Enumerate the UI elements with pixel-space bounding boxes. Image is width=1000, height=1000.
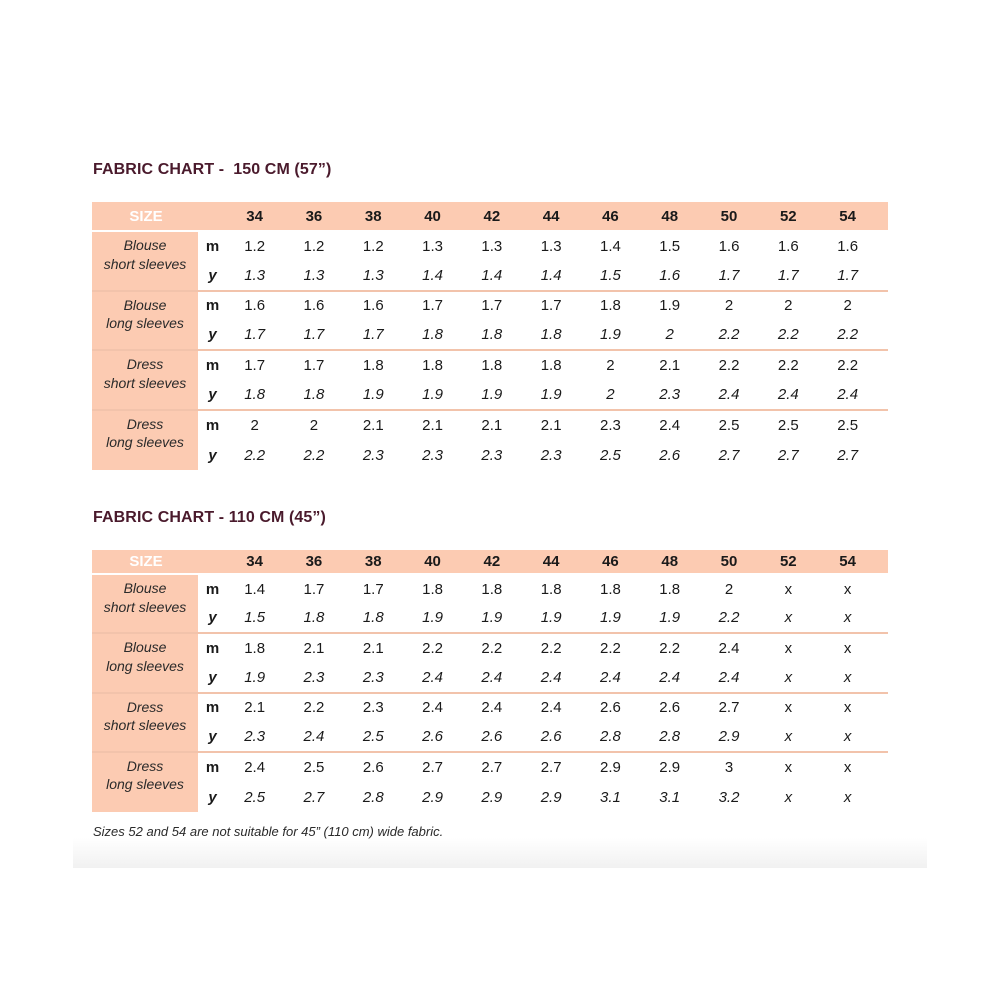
fabric-amount-cell: 1.9 bbox=[600, 609, 621, 627]
fabric-amount-cell: 1.8 bbox=[422, 356, 443, 374]
fabric-amount-cell: 3.2 bbox=[718, 788, 740, 806]
unit-label-m: m bbox=[205, 356, 220, 374]
fabric-amount-cell: 1.4 bbox=[481, 266, 503, 284]
fabric-amount-cell: 1.9 bbox=[600, 326, 621, 344]
fabric-amount-cell: 2.1 bbox=[362, 640, 384, 658]
fabric-amount-cell: 1.3 bbox=[362, 266, 384, 284]
fabric-amount-cell: 2 bbox=[606, 356, 615, 374]
fabric-amount-cell: 2.1 bbox=[481, 416, 503, 434]
fabric-table-110cm bbox=[92, 550, 888, 812]
meters-row bbox=[200, 575, 888, 604]
garment-label-line: Blouse bbox=[123, 237, 167, 253]
fabric-amount-cell: 1.8 bbox=[362, 356, 384, 374]
fabric-amount-cell: 1.9 bbox=[244, 668, 266, 686]
garment-label bbox=[92, 634, 200, 691]
fabric-amount-cell: 2.5 bbox=[600, 446, 621, 464]
fabric-amount-cell: 1.7 bbox=[837, 266, 859, 284]
fabric-amount-cell: 2.6 bbox=[600, 699, 621, 717]
unit-label-y: y bbox=[208, 668, 217, 686]
unit-label-m: m bbox=[205, 237, 220, 255]
fabric-amount-cell: 2.9 bbox=[718, 728, 740, 746]
fabric-amount-cell: 2.7 bbox=[837, 446, 859, 464]
size-column-header: 54 bbox=[839, 553, 856, 570]
fabric-amount-cell: 2.7 bbox=[540, 759, 562, 777]
fabric-amount-cell: 2.3 bbox=[659, 385, 681, 403]
fabric-amount-cell: 1.6 bbox=[777, 237, 799, 255]
fabric-amount-cell: 2.3 bbox=[422, 446, 443, 464]
fabric-amount-cell: x bbox=[843, 668, 852, 686]
unit-label-y: y bbox=[208, 266, 217, 284]
fabric-amount-cell: 2.9 bbox=[481, 788, 503, 806]
garment-label bbox=[92, 411, 200, 471]
fabric-amount-cell: 2.2 bbox=[777, 356, 799, 374]
fabric-amount-cell: 2.2 bbox=[777, 326, 799, 344]
fabric-amount-cell: 1.8 bbox=[303, 385, 325, 403]
fabric-amount-cell: 2.5 bbox=[837, 416, 859, 434]
yards-row bbox=[200, 320, 888, 349]
size-label: SIZE bbox=[129, 553, 163, 570]
fabric-amount-cell: x bbox=[784, 580, 793, 598]
fabric-amount-cell: 1.6 bbox=[718, 237, 740, 255]
fabric-amount-cell: 2.9 bbox=[422, 788, 443, 806]
fabric-amount-cell: 2.8 bbox=[600, 728, 621, 746]
fabric-amount-cell: 2.4 bbox=[659, 668, 681, 686]
chart-title-150cm: FABRIC CHART - 150 CM (57”) bbox=[93, 161, 332, 178]
yards-row bbox=[200, 261, 888, 290]
fabric-amount-cell: 1.8 bbox=[659, 580, 681, 598]
fabric-amount-cell: 2.1 bbox=[303, 640, 325, 658]
size-column-header: 38 bbox=[364, 207, 382, 225]
size-column-header: 50 bbox=[720, 207, 738, 225]
fabric-amount-cell: 2 bbox=[724, 580, 734, 598]
fabric-amount-cell: x bbox=[843, 728, 852, 746]
garment-rows bbox=[200, 634, 888, 691]
fabric-amount-cell: 2.4 bbox=[718, 640, 740, 658]
garment-label-line: Blouse bbox=[123, 639, 167, 656]
garment-label bbox=[92, 292, 200, 350]
garment-label bbox=[92, 351, 200, 409]
fabric-amount-cell: 1.8 bbox=[244, 385, 266, 403]
yards-row bbox=[200, 380, 888, 409]
fabric-amount-cell: x bbox=[784, 728, 793, 746]
garment-label-line: Dress bbox=[126, 757, 164, 774]
fabric-amount-cell: 1.8 bbox=[481, 356, 503, 374]
fabric-amount-cell: 2.2 bbox=[718, 356, 740, 374]
fabric-amount-cell: 2.2 bbox=[481, 640, 503, 658]
fabric-amount-cell: 1.8 bbox=[303, 609, 325, 627]
fabric-amount-cell: 2.4 bbox=[718, 385, 740, 403]
fabric-amount-cell: x bbox=[843, 609, 852, 627]
fabric-amount-cell: 1.8 bbox=[244, 640, 266, 658]
yards-row bbox=[200, 604, 888, 633]
fabric-amount-cell: 1.6 bbox=[244, 297, 266, 315]
size-column-header: 40 bbox=[424, 207, 441, 225]
fabric-amount-cell: 1.6 bbox=[837, 237, 859, 255]
unit-label-m: m bbox=[205, 580, 220, 598]
fabric-amount-cell: 2.3 bbox=[362, 699, 384, 717]
garment-label-line: long sleeves bbox=[106, 657, 184, 674]
fabric-amount-cell: 1.8 bbox=[481, 580, 503, 598]
size-column-header: 42 bbox=[483, 207, 501, 225]
garment-label-line: short sleeves bbox=[103, 717, 187, 734]
size-column-header: 44 bbox=[542, 553, 560, 570]
fabric-amount-cell: 2.4 bbox=[422, 699, 443, 717]
garment-group bbox=[92, 351, 888, 411]
fabric-amount-cell: 2.4 bbox=[244, 759, 266, 777]
fabric-amount-cell: x bbox=[843, 759, 852, 777]
fabric-amount-cell: 2.3 bbox=[303, 668, 325, 686]
unit-label-y: y bbox=[208, 446, 217, 464]
fabric-amount-cell: 2.4 bbox=[481, 699, 503, 717]
garment-rows bbox=[200, 753, 888, 812]
fabric-amount-cell: 2.6 bbox=[659, 446, 681, 464]
fabric-amount-cell: x bbox=[784, 759, 793, 777]
yards-row bbox=[200, 722, 888, 751]
meters-row bbox=[200, 351, 888, 380]
fabric-amount-cell: 2 bbox=[250, 416, 259, 434]
fabric-amount-cell: 2.3 bbox=[244, 728, 266, 746]
fabric-amount-cell: 2.7 bbox=[303, 788, 325, 806]
garment-group bbox=[92, 292, 888, 352]
fabric-amount-cell: 2.3 bbox=[540, 446, 562, 464]
garment-rows bbox=[200, 411, 888, 471]
garment-label-line: short sleeves bbox=[103, 598, 187, 615]
fabric-amount-cell: 2.2 bbox=[303, 699, 325, 717]
fabric-amount-cell: 2.4 bbox=[481, 668, 503, 686]
fabric-amount-cell: 3.1 bbox=[600, 788, 621, 806]
fabric-amount-cell: 1.7 bbox=[540, 297, 562, 315]
fabric-amount-cell: 3 bbox=[724, 759, 734, 777]
fabric-amount-cell: 1.4 bbox=[422, 266, 443, 284]
fabric-amount-cell: 1.3 bbox=[422, 237, 443, 255]
fabric-amount-cell: 2.2 bbox=[718, 326, 740, 344]
size-column-header: 36 bbox=[305, 207, 323, 225]
fabric-amount-cell: 1.8 bbox=[540, 326, 562, 344]
fabric-amount-cell: 1.7 bbox=[718, 266, 740, 284]
page-edge-shadow bbox=[73, 838, 927, 868]
meters-row bbox=[200, 411, 888, 441]
fabric-amount-cell: 1.7 bbox=[777, 266, 799, 284]
fabric-amount-cell: 2.5 bbox=[244, 788, 266, 806]
fabric-amount-cell: x bbox=[843, 640, 852, 658]
fabric-amount-cell: 1.7 bbox=[244, 326, 266, 344]
unit-label-m: m bbox=[205, 297, 220, 315]
fabric-amount-cell: x bbox=[784, 609, 793, 627]
fabric-amount-cell: 2.4 bbox=[659, 416, 681, 434]
garment-label-line: Dress bbox=[126, 698, 164, 715]
fabric-amount-cell: 1.8 bbox=[600, 580, 621, 598]
yards-row bbox=[200, 663, 888, 692]
garment-label-line: Dress bbox=[126, 356, 164, 372]
garment-rows bbox=[200, 292, 888, 350]
chart-title-110cm: FABRIC CHART - 110 CM (45”) bbox=[93, 509, 326, 526]
fabric-amount-cell: 1.6 bbox=[303, 297, 325, 315]
fabric-amount-cell: 1.3 bbox=[481, 237, 503, 255]
fabric-amount-cell: x bbox=[843, 580, 852, 598]
fabric-amount-cell: 1.5 bbox=[600, 266, 621, 284]
garment-label bbox=[92, 753, 200, 812]
fabric-amount-cell: 2.5 bbox=[362, 728, 384, 746]
garment-label-line: long sleeves bbox=[106, 434, 184, 450]
fabric-amount-cell: 2.2 bbox=[837, 326, 859, 344]
garment-group bbox=[92, 694, 888, 753]
fabric-amount-cell: 2.4 bbox=[540, 668, 562, 686]
size-column-header: 42 bbox=[483, 553, 501, 570]
fabric-amount-cell: 2.7 bbox=[481, 759, 503, 777]
meters-row bbox=[200, 292, 888, 321]
fabric-amount-cell: 2.6 bbox=[540, 728, 562, 746]
unit-label-m: m bbox=[205, 699, 220, 717]
garment-group bbox=[92, 411, 888, 471]
garment-label-line: long sleeves bbox=[106, 776, 184, 793]
fabric-amount-cell: 1.9 bbox=[481, 385, 503, 403]
fabric-amount-cell: 1.9 bbox=[540, 385, 562, 403]
fabric-amount-cell: x bbox=[843, 699, 852, 717]
garment-rows bbox=[200, 694, 888, 751]
fabric-amount-cell: 2.2 bbox=[718, 609, 740, 627]
fabric-amount-cell: 2.3 bbox=[600, 416, 621, 434]
yards-row bbox=[200, 440, 888, 470]
fabric-table-150cm bbox=[92, 202, 888, 470]
unit-label-m: m bbox=[205, 640, 220, 658]
fabric-amount-cell: 2.4 bbox=[422, 668, 443, 686]
fabric-amount-cell: 2.1 bbox=[244, 699, 266, 717]
fabric-amount-cell: 1.6 bbox=[362, 297, 384, 315]
footnote: Sizes 52 and 54 are not suitable for 45” (110 cm) wide fabric. bbox=[93, 824, 444, 839]
size-column-header: 48 bbox=[661, 207, 679, 225]
garment-group bbox=[92, 232, 888, 292]
size-column-header: 52 bbox=[779, 553, 797, 570]
fabric-amount-cell: 1.7 bbox=[303, 580, 325, 598]
garment-label bbox=[92, 575, 200, 632]
fabric-amount-cell: 1.9 bbox=[362, 385, 384, 403]
garment-label bbox=[92, 232, 200, 290]
fabric-amount-cell: 2.7 bbox=[777, 446, 799, 464]
fabric-amount-cell: 1.3 bbox=[303, 266, 325, 284]
fabric-amount-cell: 1.8 bbox=[600, 297, 621, 315]
fabric-amount-cell: 1.8 bbox=[540, 580, 562, 598]
fabric-amount-cell: 2.2 bbox=[422, 640, 443, 658]
fabric-amount-cell: 2.2 bbox=[659, 640, 681, 658]
fabric-amount-cell: 2.9 bbox=[600, 759, 621, 777]
fabric-amount-cell: 2.1 bbox=[362, 416, 384, 434]
fabric-amount-cell: 1.7 bbox=[303, 326, 325, 344]
fabric-amount-cell: 2.3 bbox=[362, 446, 384, 464]
fabric-amount-cell: 1.5 bbox=[659, 237, 681, 255]
fabric-amount-cell: 1.9 bbox=[659, 609, 681, 627]
fabric-amount-cell: 1.9 bbox=[422, 609, 443, 627]
meters-row bbox=[200, 634, 888, 663]
fabric-amount-cell: 2.4 bbox=[303, 728, 325, 746]
meters-row bbox=[200, 232, 888, 261]
fabric-amount-cell: 2.1 bbox=[422, 416, 443, 434]
fabric-amount-cell: 2.8 bbox=[659, 728, 681, 746]
fabric-amount-cell: 1.4 bbox=[600, 237, 621, 255]
fabric-amount-cell: 1.8 bbox=[362, 609, 384, 627]
fabric-amount-cell: 2 bbox=[665, 326, 674, 344]
fabric-amount-cell: 2.5 bbox=[718, 416, 740, 434]
unit-label-m: m bbox=[205, 759, 220, 777]
fabric-amount-cell: 1.2 bbox=[362, 237, 384, 255]
fabric-amount-cell: 2.2 bbox=[837, 356, 859, 374]
size-header-row bbox=[92, 202, 888, 232]
fabric-amount-cell: 2.3 bbox=[481, 446, 503, 464]
fabric-amount-cell: 1.7 bbox=[422, 297, 443, 315]
garment-rows bbox=[200, 351, 888, 409]
garment-rows bbox=[200, 575, 888, 632]
unit-label-y: y bbox=[208, 728, 217, 746]
fabric-amount-cell: 1.5 bbox=[244, 609, 266, 627]
fabric-amount-cell: 1.7 bbox=[362, 580, 384, 598]
fabric-amount-cell: x bbox=[784, 699, 793, 717]
fabric-amount-cell: x bbox=[843, 788, 852, 806]
size-column-header: 34 bbox=[246, 553, 263, 570]
size-column-header: 44 bbox=[542, 207, 560, 225]
garment-label-line: Blouse bbox=[123, 580, 167, 596]
fabric-amount-cell: 2.4 bbox=[837, 385, 859, 403]
fabric-amount-cell: 1.8 bbox=[481, 326, 503, 344]
size-column-header: 46 bbox=[602, 207, 619, 225]
fabric-amount-cell: 2.7 bbox=[718, 699, 740, 717]
fabric-amount-cell: 1.9 bbox=[481, 609, 503, 627]
fabric-amount-cell: x bbox=[784, 668, 793, 686]
fabric-amount-cell: 2.1 bbox=[540, 416, 562, 434]
fabric-amount-cell: 2 bbox=[724, 297, 734, 315]
fabric-amount-cell: 2.2 bbox=[540, 640, 562, 658]
fabric-amount-cell: 2.7 bbox=[718, 446, 740, 464]
fabric-amount-cell: 2.9 bbox=[659, 759, 681, 777]
fabric-amount-cell: 1.2 bbox=[244, 237, 266, 255]
fabric-amount-cell: 2.6 bbox=[481, 728, 503, 746]
size-column-header: 52 bbox=[779, 207, 797, 225]
meters-row bbox=[200, 753, 888, 783]
fabric-amount-cell: 2 bbox=[784, 297, 793, 315]
fabric-amount-cell: 2 bbox=[309, 416, 319, 434]
fabric-amount-cell: 1.9 bbox=[540, 609, 562, 627]
unit-label-y: y bbox=[208, 609, 217, 627]
fabric-amount-cell: 1.7 bbox=[362, 326, 384, 344]
fabric-amount-cell: 2.3 bbox=[362, 668, 384, 686]
fabric-amount-cell: 2.4 bbox=[777, 385, 799, 403]
garment-label-line: Blouse bbox=[123, 296, 167, 313]
garment-group bbox=[92, 575, 888, 634]
fabric-amount-cell: 1.6 bbox=[659, 266, 681, 284]
meters-row bbox=[200, 694, 888, 723]
fabric-amount-cell: 1.4 bbox=[244, 580, 266, 598]
yards-row bbox=[200, 783, 888, 813]
fabric-amount-cell: 1.4 bbox=[540, 266, 562, 284]
size-column-header: 54 bbox=[839, 207, 856, 225]
fabric-amount-cell: 2.2 bbox=[244, 446, 266, 464]
size-column-header: 34 bbox=[246, 207, 263, 225]
unit-label-m: m bbox=[205, 416, 220, 434]
size-column-header: 38 bbox=[364, 553, 382, 570]
fabric-amount-cell: 1.3 bbox=[244, 266, 266, 284]
size-column-header: 36 bbox=[305, 553, 323, 570]
size-column-header: 48 bbox=[661, 553, 679, 570]
garment-group bbox=[92, 634, 888, 693]
fabric-amount-cell: 2.4 bbox=[718, 668, 740, 686]
fabric-amount-cell: 1.9 bbox=[659, 297, 681, 315]
fabric-amount-cell: 2.4 bbox=[540, 699, 562, 717]
fabric-amount-cell: 1.8 bbox=[422, 326, 443, 344]
fabric-amount-cell: 1.8 bbox=[540, 356, 562, 374]
unit-label-y: y bbox=[208, 326, 217, 344]
size-column-header: 46 bbox=[602, 553, 619, 570]
garment-label-line: Dress bbox=[126, 415, 164, 432]
fabric-amount-cell: 2.2 bbox=[303, 446, 325, 464]
fabric-amount-cell: 2 bbox=[843, 297, 852, 315]
unit-label-y: y bbox=[208, 385, 217, 403]
fabric-amount-cell: 2 bbox=[606, 385, 615, 403]
fabric-amount-cell: 2.7 bbox=[422, 759, 443, 777]
size-header-row bbox=[92, 550, 888, 575]
fabric-amount-cell: x bbox=[784, 788, 793, 806]
fabric-amount-cell: 2.9 bbox=[540, 788, 562, 806]
fabric-amount-cell: 1.9 bbox=[422, 385, 443, 403]
fabric-amount-cell: 2.6 bbox=[422, 728, 443, 746]
garment-group bbox=[92, 753, 888, 812]
size-column-header: 50 bbox=[720, 553, 738, 570]
garment-label-line: long sleeves bbox=[106, 315, 184, 331]
garment-rows bbox=[200, 232, 888, 290]
fabric-amount-cell: 1.7 bbox=[303, 356, 325, 374]
fabric-amount-cell: 1.2 bbox=[303, 237, 325, 255]
garment-label-line: short sleeves bbox=[103, 374, 187, 391]
garment-label-line: short sleeves bbox=[103, 255, 187, 272]
fabric-amount-cell: 2.5 bbox=[777, 416, 799, 434]
fabric-amount-cell: 2.2 bbox=[600, 640, 621, 658]
fabric-amount-cell: 2.8 bbox=[362, 788, 384, 806]
garment-label bbox=[92, 694, 200, 751]
size-column-header: 40 bbox=[424, 553, 441, 570]
unit-label-y: y bbox=[208, 788, 217, 806]
fabric-amount-cell: 2.6 bbox=[659, 699, 681, 717]
fabric-amount-cell: 2.4 bbox=[600, 668, 621, 686]
fabric-amount-cell: 1.3 bbox=[540, 237, 562, 255]
fabric-amount-cell: 1.8 bbox=[422, 580, 443, 598]
fabric-amount-cell: 1.7 bbox=[481, 297, 503, 315]
size-label: SIZE bbox=[129, 207, 163, 225]
fabric-amount-cell: 3.1 bbox=[659, 788, 681, 806]
fabric-amount-cell: 2.6 bbox=[362, 759, 384, 777]
fabric-amount-cell: x bbox=[784, 640, 793, 658]
fabric-amount-cell: 1.7 bbox=[244, 356, 266, 374]
fabric-amount-cell: 2.5 bbox=[303, 759, 325, 777]
fabric-amount-cell: 2.1 bbox=[659, 356, 681, 374]
